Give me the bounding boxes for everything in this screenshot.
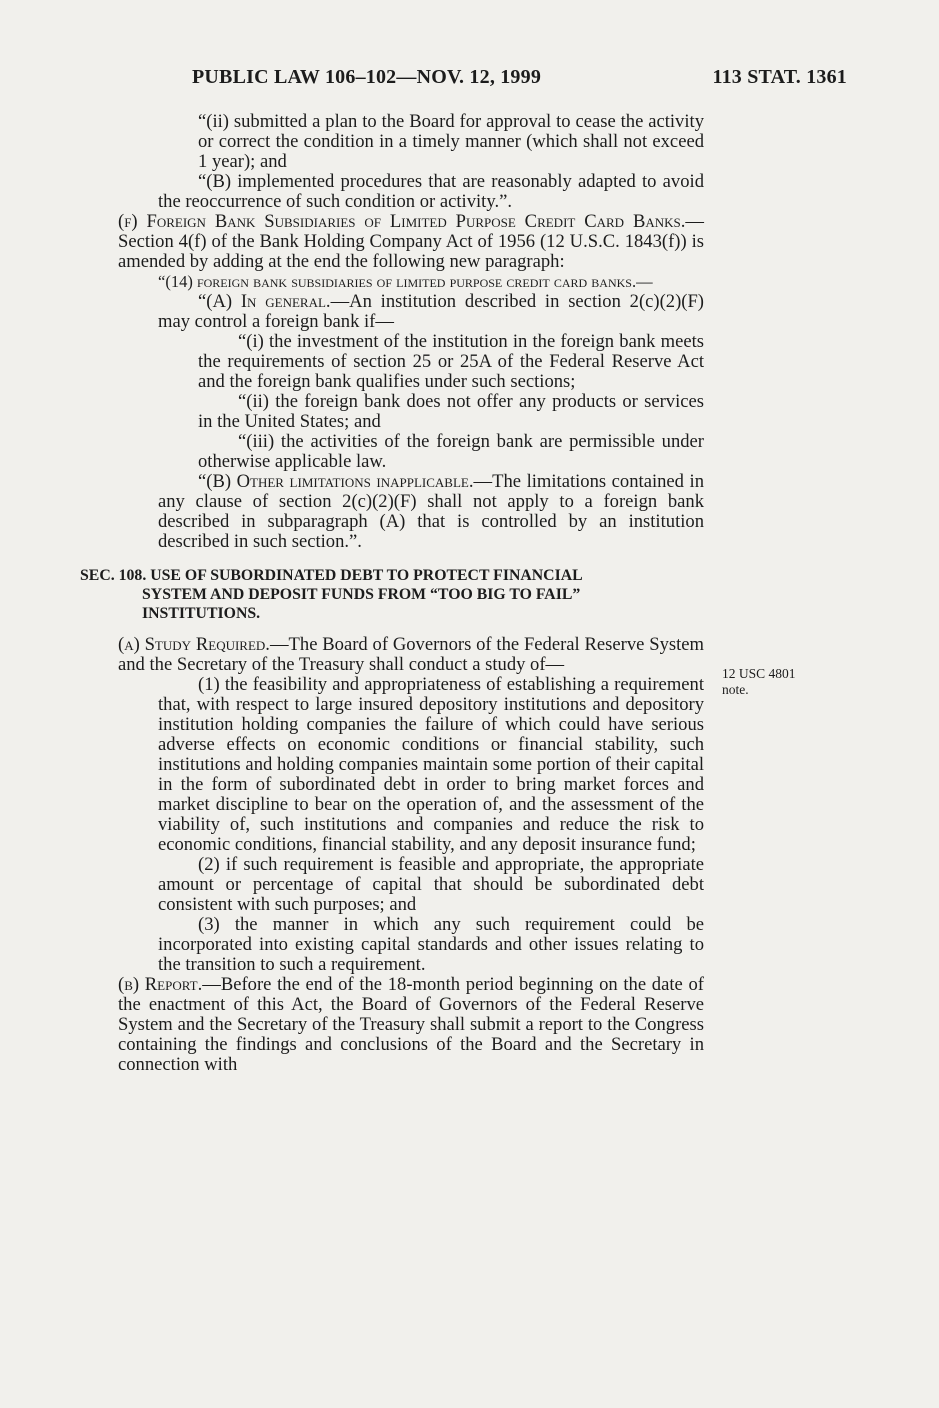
paragraph-text: “(ii) the foreign bank does not offer any products or services in the United States; and <box>198 391 704 432</box>
paragraph-text: (1) the feasibility and appropriateness of establishing a requirement that, with respect to large insured depository institutions and depository institution holding companies the failure of which could have serious adverse effects on economic conditions or financial stability, such institutions and holding companies maintain some portion of their capital in the form of subordinated debt in order to bring market forces and market discipline to bear on the operation of, and the assessment of the viability of, such institutions and companies and reduce the risk to economic conditions, financial stability, and any deposit insurance fund; <box>158 674 704 855</box>
paragraph-text: —The Board of Governors of the Federal Reserve System and the Secretary of the Treasury shall conduct a study of— <box>118 634 704 675</box>
subparagraph-heading: “(A) In general. <box>198 291 331 312</box>
paragraph <box>118 292 704 332</box>
paragraph-text: —An institution described in section 2(c)(2)(F) may control a foreign bank if— <box>158 291 705 332</box>
header-public-law: PUBLIC LAW 106–102—NOV. 12, 1999 <box>192 66 542 88</box>
paragraph-text: —Before the end of the 18-month period beginning on the date of the enactment of this Act, the Board of Governors of the Federal Reserve System and the Secretary of the Treasury shall submit a report to the Congress containing the findings and conclusions of the Board and the Secretary in connection with <box>118 974 704 1075</box>
subsection-heading: (a) Study Required. <box>118 634 270 655</box>
subparagraph-heading: “(B) Other limitations inapplicable. <box>198 471 474 492</box>
paragraph <box>118 272 704 292</box>
subsection-heading: (b) Report. <box>118 974 203 995</box>
paragraph <box>118 675 704 855</box>
paragraph <box>118 392 704 432</box>
paragraph-text: (2) if such requirement is feasible and appropriate, the appropriate amount or percentage of capital that should be subordinated debt consistent with such purposes; and <box>158 854 704 915</box>
section-heading-line: SEC. 108. USE OF SUBORDINATED DEBT TO PROTECT FINANCIAL <box>80 567 583 584</box>
paragraph-heading: “(14) foreign bank subsidiaries of limited purpose credit card banks.— <box>158 272 653 291</box>
paragraph <box>118 172 704 212</box>
margin-note <box>722 666 832 698</box>
paragraph-text: —The limitations contained in any clause of section 2(c)(2)(F) shall not apply to a foreign bank described in subparagraph (A) that is controlled by an institution described in such section.”. <box>158 471 704 552</box>
paragraph <box>118 975 704 1075</box>
paragraph-text: —Section 4(f) of the Bank Holding Company Act of 1956 (12 U.S.C. 1843(f)) is amended by adding at the end the following new paragraph: <box>118 211 704 272</box>
body-text <box>80 111 705 1075</box>
paragraph <box>118 472 704 552</box>
paragraph <box>118 855 704 915</box>
header-stat-page: 113 STAT. 1361 <box>712 66 847 88</box>
paragraph <box>118 635 704 675</box>
paragraph-text: (3) the manner in which any such requirement could be incorporated into existing capital standards and other issues relating to the transition to such a requirement. <box>158 914 704 975</box>
paragraph-text: “(ii) submitted a plan to the Board for approval to cease the activity or correct the condition in a timely manner (which shall not exceed 1 year); and <box>198 111 704 172</box>
paragraph <box>118 212 704 272</box>
subsection-heading: (f) Foreign Bank Subsidiaries of Limited Purpose Credit Card Banks. <box>118 211 686 232</box>
paragraph <box>118 915 704 975</box>
paragraph-text: “(iii) the activities of the foreign bank are permissible under otherwise applicable law. <box>198 431 704 472</box>
paragraph <box>118 332 704 392</box>
margin-note-usc: 12 USC 4801 <box>722 666 796 681</box>
paragraph-text: “(B) implemented procedures that are reasonably adapted to avoid the reoccurrence of such condition or activity.”. <box>158 171 704 212</box>
margin-note-label: note. <box>722 682 749 697</box>
section-heading <box>80 566 704 623</box>
section-heading-line: INSTITUTIONS. <box>142 605 261 622</box>
paragraph <box>118 112 704 172</box>
paragraph <box>118 432 704 472</box>
paragraph-text: “(i) the investment of the institution in the foreign bank meets the requirements of section 25 or 25A of the Federal Reserve Act and the foreign bank qualifies under such sections; <box>198 331 704 392</box>
section-heading-line: SYSTEM AND DEPOSIT FUNDS FROM “TOO BIG TO FAIL” <box>142 586 581 603</box>
